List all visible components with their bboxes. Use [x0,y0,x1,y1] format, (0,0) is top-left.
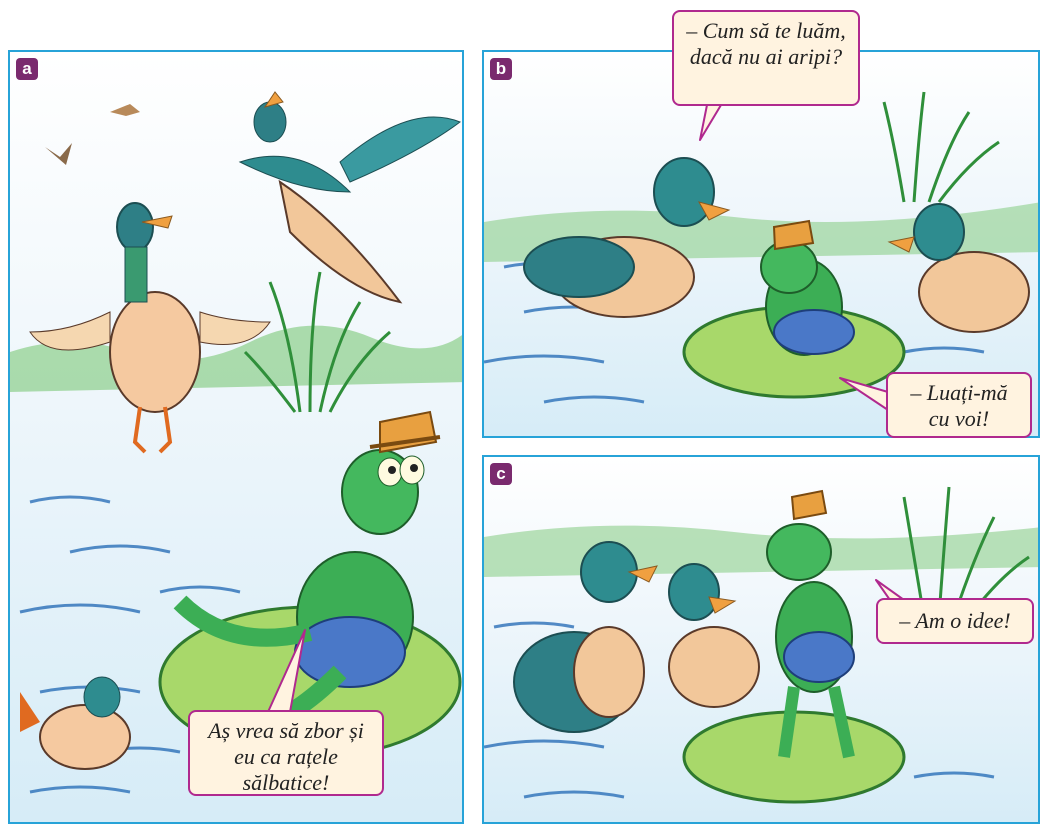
panel-b-speech-bubble-bottom: – Luați-mă cu voi! [886,372,1032,438]
panel-a-illustration [10,52,464,824]
duck-illustration [240,92,460,302]
panel-c-speech-bubble: – Am o idee! [876,598,1034,644]
panel-label: c [490,463,512,485]
duck-illustration [30,203,270,452]
panel-a-caption: Aș vrea să zbor și eu ca rațele sălbatice! [188,710,384,796]
panel-b-speech-bubble-top: – Cum să te luăm, dacă nu ai aripi? [672,10,860,106]
duck-illustration [20,677,130,769]
panel-label: a [16,58,38,80]
panel-a [8,50,464,824]
panel-label: b [490,58,512,80]
duck-illustration [669,564,759,707]
